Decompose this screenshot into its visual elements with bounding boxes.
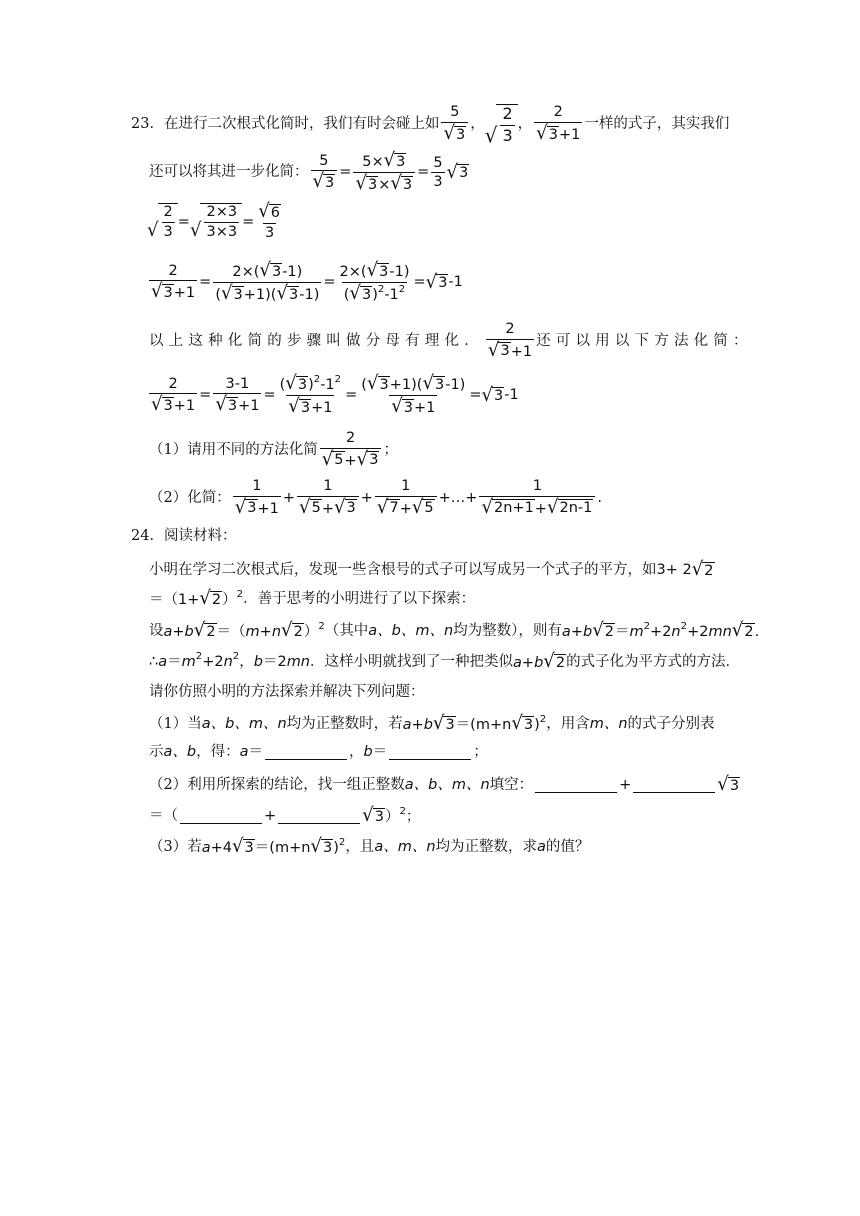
- q24-part-1: （1）当 a、b、m、n 均为正整数时，若 a+b √ 3 ＝(m+n √ 3 )$^2$ ，用含 m、n 的式子分别表: [149, 712, 715, 735]
- q23-line-3: √ $\frac{2}{3}$ = √ $\frac{2\times 3}{3\times 3}$ = √ 6 3: [147, 200, 281, 242]
- answer-blank-b2[interactable]: [633, 778, 715, 793]
- q24-line-5: 请你仿照小明的方法探索并解决下列问题：: [149, 684, 425, 700]
- q23-line-5: 以上这种化简的步骤叫做分母有理化． 2 √ 3 +1 还可以用以下方法化简：: [149, 321, 753, 361]
- q23-part-2: （2）化简： 1 √ 3 +1 + 1 √ 5 + √ 3 + 1 √ 7 + √ 5 +…+ 1 √ 2n+1 + √ 2n-1 .: [149, 478, 602, 518]
- q24-line-4: ∴ $a=m^2+2n^2$，b＝2mn ．这样小明就找到了一种把类似 a+b √ 2 的式子化为平方式的方法．: [149, 650, 741, 673]
- frac-2-over-root3-plus-1: 2 √ 3 +1: [536, 104, 581, 145]
- q24-part-2-cont: ＝（ + √ 3 ）$^2$；: [149, 804, 421, 827]
- root-2-over-3: √ $\frac{2}{3}$: [485, 104, 518, 145]
- frac-5-over-root3: 5 √ 3: [441, 105, 468, 143]
- q23-line2-text: 还可以将其进一步化简：: [149, 164, 309, 181]
- q23-part-1-text: （1）请用不同的方法化简: [149, 441, 318, 458]
- q23-number: 23．: [131, 116, 164, 133]
- q23-line-6: 2 √ 3 +1 = 3-1 √ 3 +1 = ( √ 3 )$^2-1^2$ √ 3 +1 = ( √ 3 +1)( √ 3 -1) √ 3 +1 = √ 3 -1: [151, 372, 519, 418]
- q23-part-1: （1）请用不同的方法化简 2 √ 5 + √ 3 ；: [149, 430, 398, 470]
- q23-step-text: 以上这种化简的步骤叫做分母有理化．: [149, 332, 484, 349]
- q23-line-1: 23． 在进行二次根式化简时，我们有时会碰上如 5 √ 3 ， √ $\frac{2}{3}$ ， 2 √ 3 +1 一样的式子，其实我们: [131, 104, 730, 148]
- answer-blank-b[interactable]: [389, 745, 471, 760]
- q24-part-2: （2）利用所探索的结论，找一组正整数 a、b、m、n 填空： + √ 3: [149, 773, 740, 796]
- answer-blank-n[interactable]: [278, 809, 360, 824]
- q24-line-1: 小明在学习二次根式后，发现一些含根号的式子可以写成另一个式子的平方，如 3+ 2 √ 2: [149, 558, 714, 581]
- q23-line-4: 2 √ 3 +1 = 2×( √ 3 -1) ( √ 3 +1)( √ 3 -1) = 2×( √ 3 -1) ( √ 3 )$^2-1^2$ = √ 3 -1: [151, 259, 463, 305]
- q24-number: 24．: [131, 528, 164, 544]
- answer-blank-a[interactable]: [265, 745, 347, 760]
- q24-title: 24． 阅读材料：: [131, 528, 237, 544]
- q23-part-2-text: （2）化简：: [149, 489, 231, 506]
- q24-part-1-cont: 示 a、b ，得： a＝ ，b＝ ；: [149, 744, 488, 761]
- q23-intro-b: 一样的式子，其实我们: [584, 116, 730, 133]
- q24-part-3: （3）若 a+4 √ 3 ＝(m+n √ 3 )$^2$ ，且 a、m、n 均为正整数，求 a 的值？: [149, 835, 590, 858]
- q23-step-text-b: 还可以用以下方法化简：: [536, 332, 753, 349]
- answer-blank-a2[interactable]: [535, 778, 617, 793]
- q24-line-3: 设 a+b √ 2 ＝（m+n √ 2 ）$^2$ （其中 a、b、m、n 均为整数），则有 a+b √ 2 $=m^2+2n^2+2mn$ √ 2 .: [149, 619, 760, 642]
- answer-blank-m[interactable]: [180, 809, 262, 824]
- q24-line-2: ＝（1+ √ 2 ）$^2$ ．善于思考的小明进行了以下探索：: [149, 587, 476, 610]
- q23-line-2: 还可以将其进一步化简： 5 √ 3 = 5× √ 3 √ 3 × √ 3 = $\frac{5}{3}$ √ 3: [149, 149, 469, 195]
- q23-intro-a: 在进行二次根式化简时，我们有时会碰上如: [163, 116, 440, 133]
